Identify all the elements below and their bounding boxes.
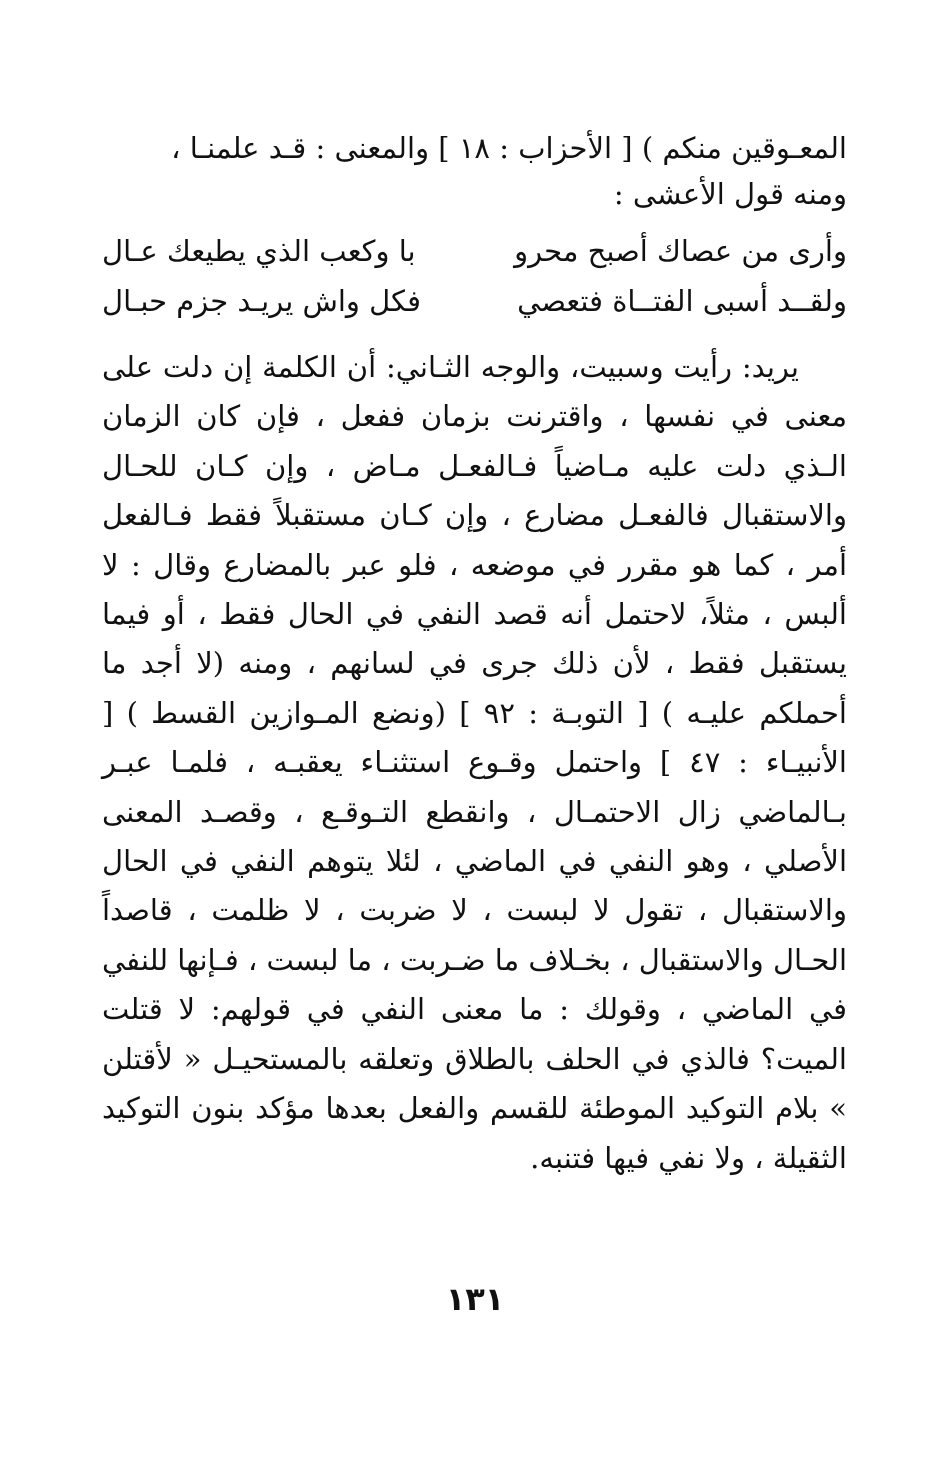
intro-text	[102, 125, 847, 217]
page-number: ١٣١	[445, 1280, 505, 1318]
intro-line-1: المعـوقين منكم ) [ الأحزاب : ١٨ ] والمعنى : قـد علمنـا ،	[171, 131, 847, 165]
poem-verse-2	[102, 276, 847, 326]
verse-1-second-hemistich: با وكعب الذي يطيعك عـال	[102, 234, 416, 268]
intro-line-2: ومنه قول الأعشى :	[613, 177, 847, 211]
poem-verses	[102, 226, 847, 326]
verse-2-first-hemistich: ولقــد أسبى الفتــاة فتعصي	[517, 284, 847, 318]
verse-1-first-hemistich: وأرى من عصاك أصبح محرو	[514, 234, 847, 268]
body-paragraph: يريد: رأيت وسبيت، والوجه الثـاني: أن الكلمة إن دلت على معنى في نفسها ، واقترنت بزمان ففعل ، فإن كان الزمان الـذي دلت عليه مـاضياً فـالفعـل مـاض ، وإن كـان للحـال والاستقبال فالفعـل مضارع ، وإن كـان مستقبلاً فقط فـالفعل أمر ، كما هو مقرر في موضعه ، فلو عبر بالمضارع وقال : لا ألبس ، مثلاً، لاحتمل أنه قصد النفي في الحال فقط ، أو فيما يستقبل فقط ، لأن ذلك جرى في لسانهم ، ومنه (لا أجد ما أحملكم عليـه ) [ التوبـة : ٩٢ ] (ونضع المـوازين القسط ) [ الأنبيـاء : ٤٧ ] واحتمل وقـوع استثنـاء يعقبـه ، فلمـا عبـر بـالماضي زال الاحتمـال ، وانقطع التـوقـع ، وقصـد المعنى الأصلي ، وهو النفي في الماضي ، لئلا يتوهم النفي في الحال والاستقبال ، تقول لا لبست ، لا ضربت ، لا ظلمت ، قاصداً الحـال والاستقبال ، بخـلاف ما ضـربت ، ما لبست ، فـإنها للنفي في الماضي ، وقولك : ما معنى النفي في قولهم: لا قتلت الميت؟ فالذي في الحلف بالطلاق وتعلقه بالمستحيـل « لأقتلن » بلام التوكيد الموطئة للقسم والفعل بعدها مؤكد بنون التوكيد الثقيلة ، ولا نفي فيها فتنبه.	[102, 350, 847, 1175]
poem-verse-1	[102, 226, 847, 276]
verse-2-second-hemistich: فكل واش يريـد جزم حبـال	[102, 284, 421, 318]
